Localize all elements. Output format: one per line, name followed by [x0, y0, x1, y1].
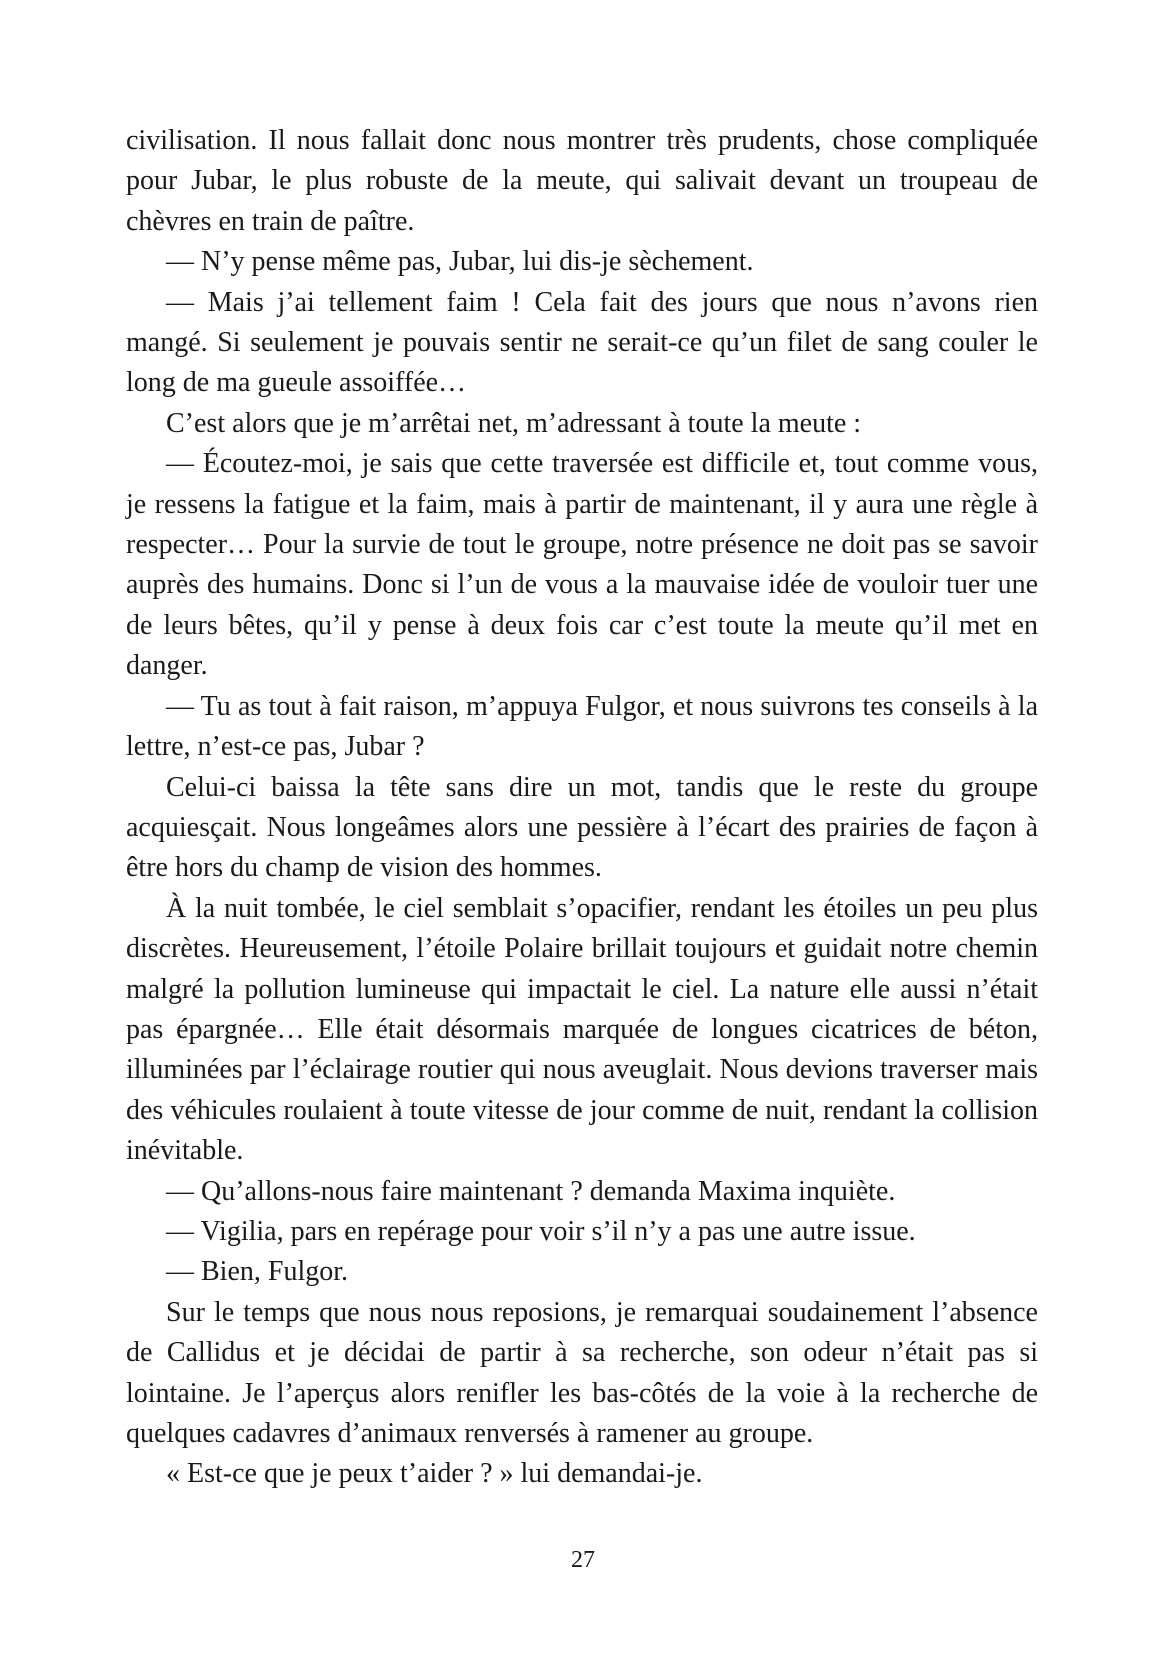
paragraph: — Qu’allons-nous faire maintenant ? demanda Maxima inquiète.	[166, 1175, 896, 1207]
page-number: 27	[571, 1547, 595, 1573]
paragraph: Celui-ci baissa la tête sans dire un mot, tandis que le reste du groupe acquiesçait. Nous longeâmes alors une pessière à l’écart des prairies de façon à être hors du champ de vision des hommes.	[126, 771, 1038, 884]
paragraph: — Mais j’ai tellement faim ! Cela fait des jours que nous n’avons rien mangé. Si seulement je pouvais sentir ne serait-ce qu’un filet de sang couler le long de ma gueule assoiffée…	[126, 286, 1038, 399]
paragraph: — Vigilia, pars en repérage pour voir s’il n’y a pas une autre issue.	[166, 1215, 916, 1247]
paragraph: C’est alors que je m’arrêtai net, m’adressant à toute la meute :	[166, 407, 862, 439]
paragraph: — Tu as tout à fait raison, m’appuya Fulgor, et nous suivrons tes conseils à la lettre, n’est-ce pas, Jubar ?	[126, 690, 1038, 763]
paragraph: civilisation. Il nous fallait donc nous montrer très prudents, chose compliquée pour Jubar, le plus robuste de la meute, qui salivait devant un troupeau de chèvres en train de paître.	[126, 125, 1038, 237]
paragraph: À la nuit tombée, le ciel semblait s’opacifier, rendant les étoiles un peu plus discrètes. Heureusement, l’étoile Polaire brillait toujours et guidait notre chemin malgré la pollution lumineuse qui impactait le ciel. La nature elle aussi n’était pas épargnée… Elle était désormais marquée de longues cicatrices de béton, illuminées par l’éclairage routier qui nous aveuglait. Nous devions traverser mais des véhicules roulaient à toute vitesse de jour comme de nuit, rendant la collision inévitable.	[126, 892, 1038, 1167]
paragraph: — Bien, Fulgor.	[166, 1256, 349, 1288]
paragraph: « Est-ce que je peux t’aider ? » lui demandai-je.	[166, 1458, 703, 1490]
paragraph: — Écoutez-moi, je sais que cette traversée est difficile et, tout comme vous, je ressens la fatigue et la faim, mais à partir de maintenant, il y aura une règle à respecter… Pour la survie de tout le groupe, notre présence ne doit pas se savoir auprès des humains. Donc si l’un de vous a la mauvaise idée de vouloir tuer une de leurs bêtes, qu’il y pense à deux fois car c’est toute la meute qu’il met en danger.	[126, 448, 1038, 682]
paragraph: Sur le temps que nous nous reposions, je remarquai soudainement l’absence de Callidus et je décidai de partir à sa recherche, son odeur n’était pas si lointaine. Je l’aperçus alors renifler les bas-côtés de la voie à la recherche de quelques cadavres d’animaux renversés à ramener au groupe.	[126, 1296, 1038, 1449]
body-text	[126, 121, 1038, 1495]
paragraph: — N’y pense même pas, Jubar, lui dis-je sèchement.	[166, 246, 754, 278]
